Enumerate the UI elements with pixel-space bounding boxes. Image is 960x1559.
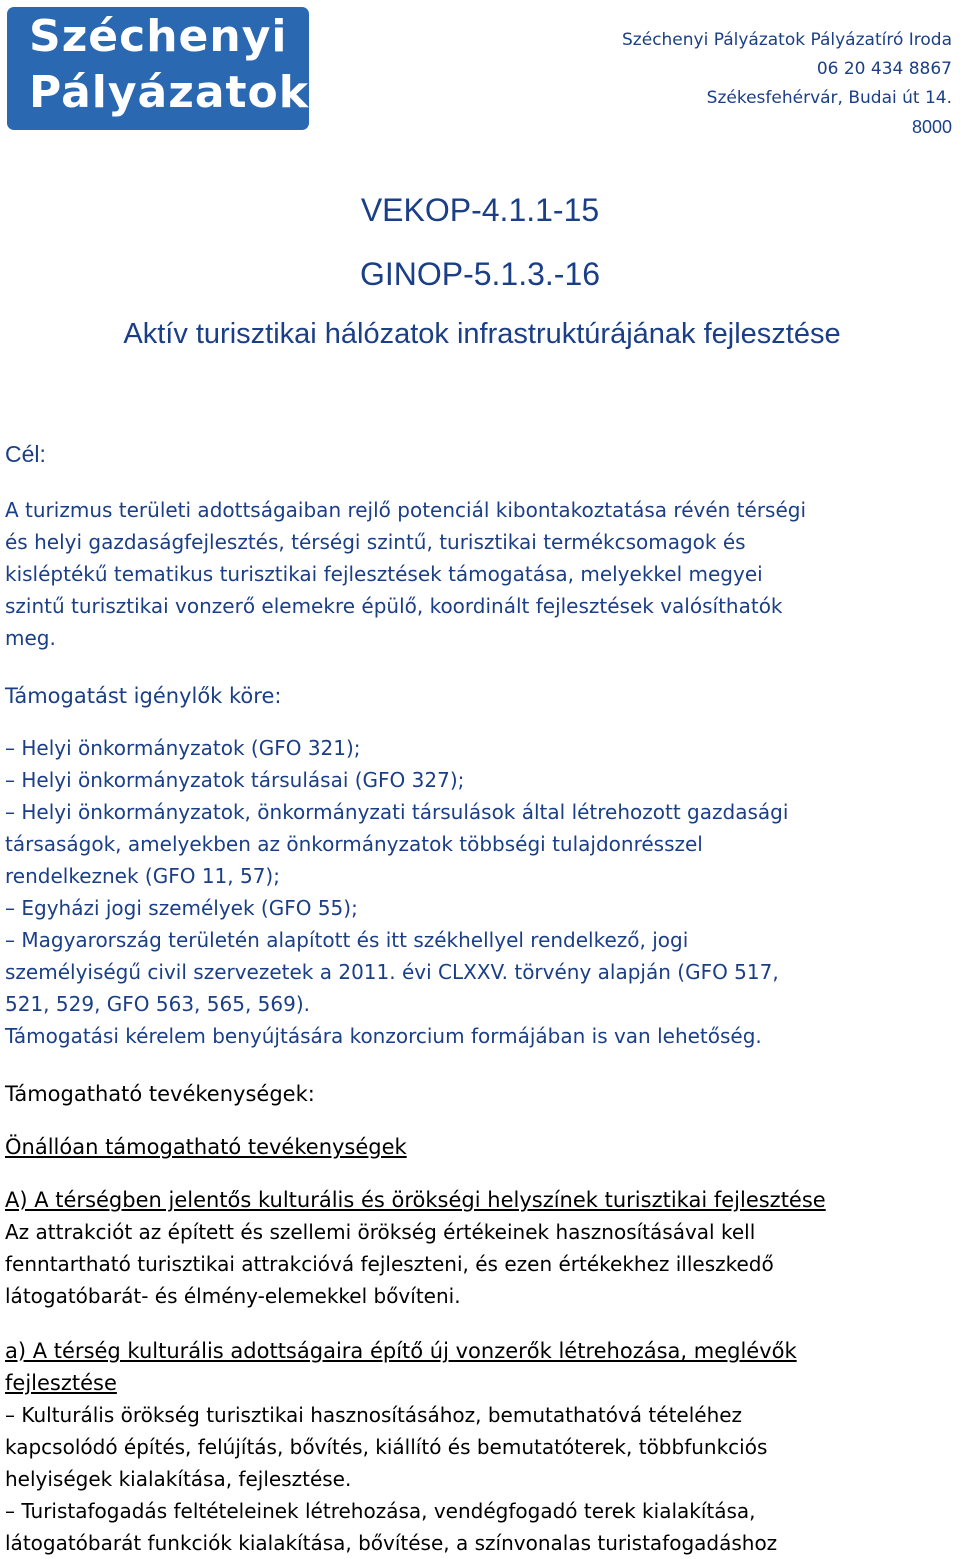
goal-line: meg. [5, 626, 56, 650]
section-a-sub-title-line2: fejlesztése [5, 1371, 117, 1395]
goal-line: szintű turisztikai vonzerő elemekre épülő, koordinált fejlesztések valósíthatók [5, 594, 783, 618]
eligible-line: társaságok, amelyekben az önkormányzatok többségi tulajdonrésszel [5, 832, 703, 856]
office-phone: 06 20 434 8867 [816, 59, 952, 79]
eligible-line: 521, 529, GFO 563, 565, 569). [5, 992, 310, 1016]
contact-block [622, 26, 952, 142]
section-a-sub-line: látogatóbarát funkciók kialakítása, bővítése, a színvonalas turistafogadáshoz [5, 1531, 778, 1555]
ginop-code: GINOP-5.1.3.-16 [359, 256, 601, 292]
section-a-sub-line: helyiségek kialakítása, fejlesztése. [5, 1467, 352, 1491]
goal-text [5, 494, 806, 654]
eligible-line: – Magyarország területén alapított és itt székhellyel rendelkező, jogi [5, 928, 689, 952]
page-title: Aktív turisztikai hálózatok infrastruktúrájának fejlesztése [123, 318, 841, 350]
eligible-line: rendelkeznek (GFO 11, 57); [5, 864, 280, 888]
eligible-line: – Helyi önkormányzatok, önkormányzati társulások által létrehozott gazdasági [5, 800, 789, 824]
logo-line-2: Pályázatok [29, 67, 310, 118]
eligible-line: – Helyi önkormányzatok (GFO 321); [5, 736, 361, 760]
section-a-sub-title-line1: a) A térség kulturális adottságaira építő új vonzerők létrehozása, meglévők [5, 1339, 797, 1363]
section-a-text [5, 1216, 774, 1312]
goal-line: és helyi gazdaságfejlesztés, térségi szintű, turisztikai termékcsomagok és [5, 530, 746, 554]
office-zip: 8000 [911, 117, 952, 137]
vekop-code: VEKOP-4.1.1-15 [360, 192, 600, 228]
section-a-sub-line: – Turistafogadás feltételeinek létrehozása, vendégfogadó terek kialakítása, [5, 1499, 756, 1523]
goal-line: A turizmus területi adottságaiban rejlő potenciál kibontakoztatása révén térségi [5, 498, 807, 522]
section-a-line: látogatóbarát- és élmény-elemekkel bővíteni. [5, 1284, 461, 1308]
eligible-line: – Egyházi jogi személyek (GFO 55); [5, 896, 358, 920]
section-a-sub-line: – Kulturális örökség turisztikai hasznosításához, bemutathatóvá tételéhez [5, 1403, 743, 1427]
office-name: Széchenyi Pályázatok Pályázatíró Iroda [622, 30, 952, 50]
eligible-line: Támogatási kérelem benyújtására konzorcium formájában is van lehetőség. [5, 1024, 762, 1048]
szechenyi-logo [7, 7, 309, 130]
activities-subheading: Önállóan támogatható tevékenységek [5, 1135, 407, 1159]
eligible-heading: Támogatást igénylők köre: [5, 684, 282, 708]
section-a-line: Az attrakciót az épített és szellemi örökség értékeinek hasznosításával kell [5, 1220, 756, 1244]
eligible-line: személyiségű civil szervezetek a 2011. évi CLXXV. törvény alapján (GFO 517, [5, 960, 779, 984]
eligible-line: – Helyi önkormányzatok társulásai (GFO 327); [5, 768, 465, 792]
logo-line-1: Széchenyi [29, 11, 288, 62]
goal-line: kisléptékű tematikus turisztikai fejlesztések támogatása, melyekkel megyei [5, 562, 763, 586]
section-a-sub-text [5, 1399, 777, 1559]
section-a-title: A) A térségben jelentős kulturális és örökségi helyszínek turisztikai fejlesztése [5, 1188, 826, 1212]
eligible-list [5, 732, 788, 1052]
office-address: Székesfehérvár, Budai út 14. [706, 88, 952, 108]
goal-label: Cél: [5, 441, 46, 467]
section-a-sub-line: kapcsolódó építés, felújítás, bővítés, kiállító és bemutatóterek, többfunkciós [5, 1435, 768, 1459]
section-a-line: fenntartható turisztikai attrakcióvá fejleszteni, és ezen értékekhez illeszkedő [5, 1252, 774, 1276]
activities-heading: Támogatható tevékenységek: [5, 1082, 315, 1106]
